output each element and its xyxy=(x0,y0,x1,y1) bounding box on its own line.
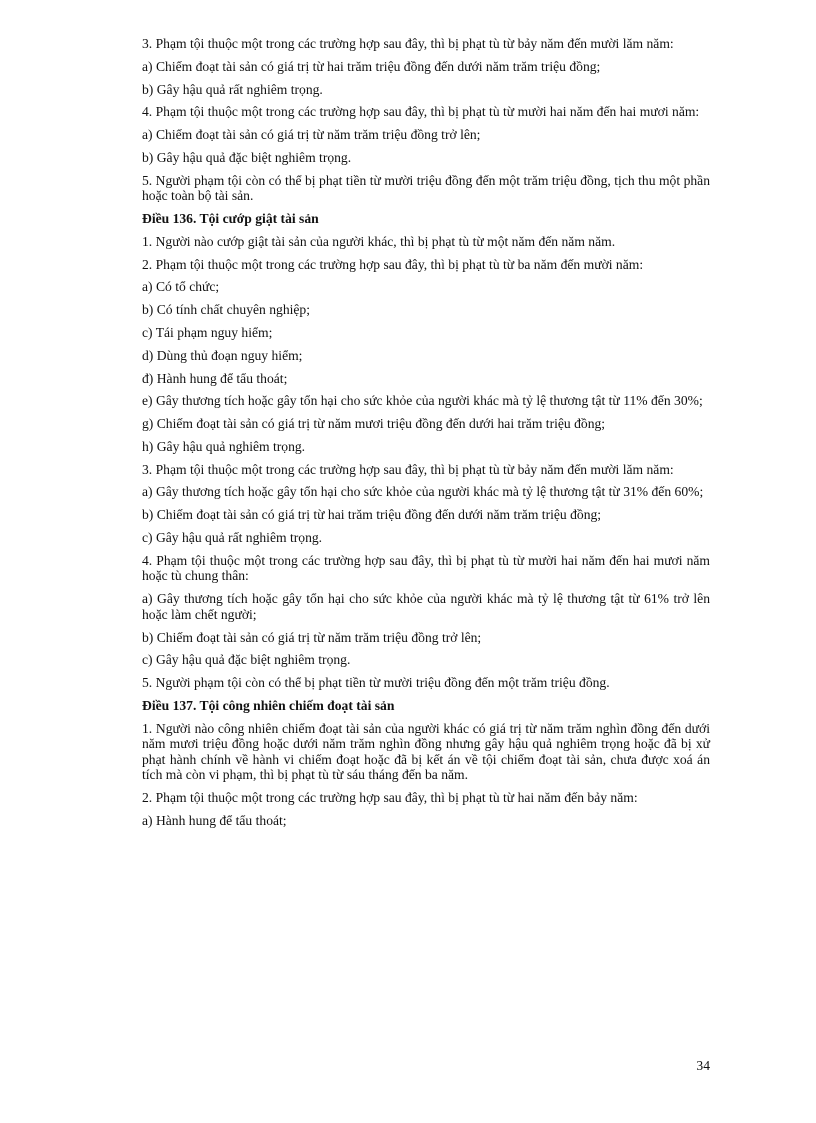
page-number: 34 xyxy=(696,1058,710,1073)
paragraph: đ) Hành hung để tẩu thoát; xyxy=(142,370,288,386)
paragraph: b) Gây hậu quả đặc biệt nghiêm trọng. xyxy=(142,149,352,165)
article-heading: Điều 137. Tội công nhiên chiếm đoạt tài sản xyxy=(142,697,395,713)
document-page xyxy=(142,36,710,836)
paragraph: c) Gây hậu quả rất nghiêm trọng. xyxy=(142,530,323,545)
paragraph: h) Gây hậu quả nghiêm trọng. xyxy=(142,438,306,454)
paragraph: b) Chiếm đoạt tài sản có giá trị từ hai trăm triệu đồng đến dưới năm trăm triệu đồng; xyxy=(142,507,602,523)
paragraph: 2. Phạm tội thuộc một trong các trường hợp sau đây, thì bị phạt tù từ ba năm đến mười năm: xyxy=(142,256,644,272)
paragraph: 2. Phạm tội thuộc một trong các trường hợp sau đây, thì bị phạt tù từ hai năm đến bảy năm: xyxy=(142,790,638,806)
article-heading: Điều 136. Tội cướp giật tài sản xyxy=(142,211,319,227)
paragraph: c) Gây hậu quả đặc biệt nghiêm trọng. xyxy=(142,652,351,668)
paragraph: a) Gây thương tích hoặc gây tổn hại cho sức khỏe của người khác mà tỷ lệ thương tật từ 31% đến 60%; xyxy=(142,484,704,500)
paragraph: 5. Người phạm tội còn có thể bị phạt tiền từ mười triệu đồng đến một trăm triệu đồng. xyxy=(142,675,610,691)
paragraph: 3. Phạm tội thuộc một trong các trường hợp sau đây, thì bị phạt tù từ bảy năm đến mười lăm năm: xyxy=(142,461,674,477)
paragraph: 4. Phạm tội thuộc một trong các trường hợp sau đây, thì bị phạt tù từ mười hai năm đến hai mươi năm hoặc tù chung thân: xyxy=(142,552,710,584)
paragraph: 1. Người nào công nhiên chiếm đoạt tài sản của người khác có giá trị từ năm trăm nghìn đồng đến dưới năm mươi triệu đồng hoặc dưới năm trăm nghìn đồng nhưng gây hậu quả nghiêm trọng hoặc đã bị xử phạt hành chính về hành vi chiếm đoạt hoặc đã bị kết án về tội chiếm đoạt tài sản, chưa được xoá án tích mà còn vi phạm, thì bị phạt tù từ sáu tháng đến ba năm. xyxy=(142,720,710,783)
paragraph: c) Tái phạm nguy hiểm; xyxy=(142,324,273,340)
paragraph: a) Chiếm đoạt tài sản có giá trị từ hai trăm triệu đồng đến dưới năm trăm triệu đồng; xyxy=(142,58,601,74)
paragraph: b) Có tính chất chuyên nghiệp; xyxy=(142,302,310,318)
paragraph: 3. Phạm tội thuộc một trong các trường hợp sau đây, thì bị phạt tù từ bảy năm đến mười lăm năm: xyxy=(142,36,674,51)
paragraph: a) Có tổ chức; xyxy=(142,279,220,295)
paragraph: a) Hành hung để tẩu thoát; xyxy=(142,813,287,828)
paragraph: g) Chiếm đoạt tài sản có giá trị từ năm mươi triệu đồng đến dưới hai trăm triệu đồng; xyxy=(142,416,606,432)
paragraph: 1. Người nào cướp giật tài sản của người khác, thì bị phạt tù từ một năm đến năm năm. xyxy=(142,233,616,249)
paragraph: b) Chiếm đoạt tài sản có giá trị từ năm trăm triệu đồng trở lên; xyxy=(142,629,482,645)
paragraph: a) Chiếm đoạt tài sản có giá trị từ năm trăm triệu đồng trở lên; xyxy=(142,127,481,143)
paragraph: a) Gây thương tích hoặc gây tổn hại cho sức khỏe của người khác mà tỷ lệ thương tật từ 61% trở lên hoặc làm chết người; xyxy=(142,591,710,622)
paragraph: d) Dùng thủ đoạn nguy hiểm; xyxy=(142,347,303,363)
paragraph: b) Gây hậu quả rất nghiêm trọng. xyxy=(142,81,323,97)
body-text xyxy=(142,36,710,829)
paragraph: 5. Người phạm tội còn có thể bị phạt tiền từ mười triệu đồng đến một trăm triệu đồng, tịch thu một phần hoặc toàn bộ tài sản. xyxy=(142,172,710,204)
paragraph: e) Gây thương tích hoặc gây tổn hại cho sức khỏe của người khác mà tỷ lệ thương tật từ 11% đến 30%; xyxy=(142,393,703,409)
paragraph: 4. Phạm tội thuộc một trong các trường hợp sau đây, thì bị phạt tù từ mười hai năm đến hai mươi năm: xyxy=(142,104,700,120)
